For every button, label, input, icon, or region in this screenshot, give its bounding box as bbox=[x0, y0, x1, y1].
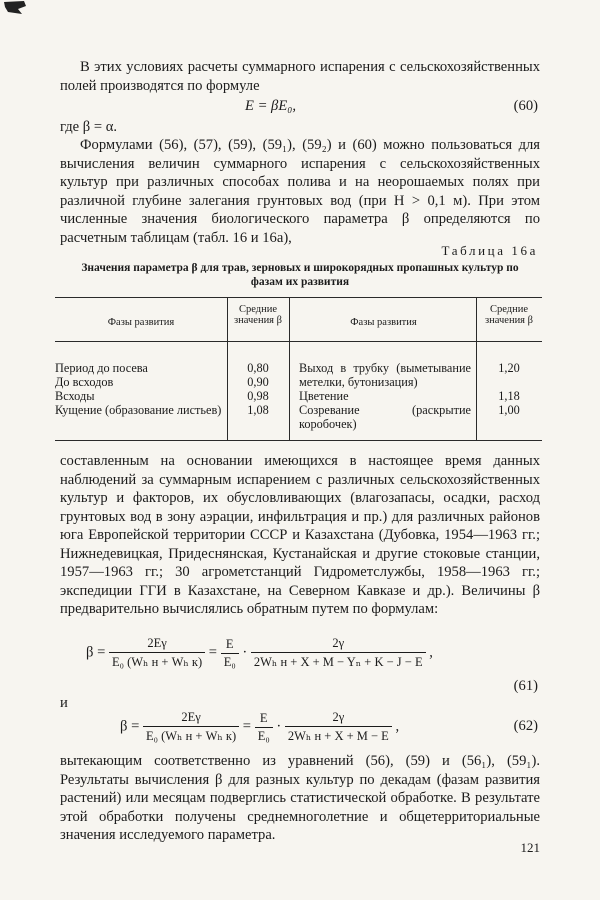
table-header-rule bbox=[55, 341, 542, 342]
table-cell-value: 0,90 bbox=[247, 375, 269, 389]
table-cell-value: 1,18 bbox=[498, 389, 520, 403]
table-cell-value: 1,20 bbox=[498, 361, 520, 375]
table-col-rule-3 bbox=[476, 297, 477, 441]
eq62-fraction-3 bbox=[285, 710, 392, 744]
eq61-f1-denominator: E₀ (Wₕ н + Wₕ к) bbox=[111, 655, 203, 669]
table-cell-value: 1,00 bbox=[498, 403, 520, 417]
conjunction: и bbox=[60, 695, 68, 711]
page-number: 121 bbox=[520, 840, 540, 855]
eq62-f1-numerator: 2Eγ bbox=[143, 710, 239, 727]
ink-smudge bbox=[2, 0, 28, 16]
eq62-equals: = bbox=[242, 718, 252, 735]
eq61-f1-numerator: 2Eγ bbox=[109, 636, 205, 653]
where-line: где β = α. bbox=[60, 119, 118, 135]
eq61-f2-numerator: E bbox=[221, 637, 239, 654]
eq61-fraction-1 bbox=[109, 636, 205, 670]
header-mean-right: Средние значения β bbox=[485, 304, 533, 326]
equation-61-number: (61) bbox=[513, 678, 538, 694]
eq62-f2-denominator: E₀ bbox=[257, 728, 270, 743]
table-cell-value: 1,08 bbox=[247, 403, 269, 417]
eq62-f3-denominator: 2Wₕ н + X + M − E bbox=[287, 729, 389, 743]
table-row: Цветение bbox=[299, 389, 349, 403]
table-col-rule-1 bbox=[227, 297, 228, 441]
header-mean-left: Средние значения β bbox=[234, 304, 282, 326]
eq61-lhs: β = bbox=[86, 644, 106, 661]
eq62-f2-numerator: E bbox=[255, 711, 273, 728]
paragraph-intro: В этих условиях расчеты суммарного испарения с сельскохозяйственных полей производятся по формуле bbox=[60, 59, 540, 94]
paragraph-results: вытекающим соответственно из уравнений (56), (59) и (56₁), (59₁). Результаты вычисления β для разных культур по декадам (фазам развития растений) или месяцам подверглись статистической обработке. В результате этой обработки получены среднемноголетние и общетерриториальные значения исследуемого параметра. bbox=[60, 753, 540, 843]
table-row: До всходов bbox=[55, 375, 114, 389]
eq61-f3-denominator: 2Wₕ н + X + M − Yₙ + K − J − E bbox=[253, 655, 423, 669]
table-title: Значения параметра β для трав, зерновых и широкорядных пропашных культур по фазам их развития bbox=[81, 262, 519, 288]
equation-62 bbox=[120, 710, 399, 744]
table-row: Кущение (образование листьев) bbox=[55, 403, 222, 417]
table-cell-value: 0,80 bbox=[247, 361, 269, 375]
eq62-fraction-1 bbox=[143, 710, 239, 744]
table-row: Всходы bbox=[55, 389, 95, 403]
equation-60-number: (60) bbox=[513, 98, 538, 114]
eq61-f2-denominator: E₀ bbox=[223, 654, 236, 669]
equation-61 bbox=[86, 636, 433, 670]
equation-62-number: (62) bbox=[513, 718, 538, 734]
eq61-equals: = bbox=[208, 644, 218, 661]
table-col-rule-2 bbox=[289, 297, 290, 441]
eq62-lhs: β = bbox=[120, 718, 140, 735]
eq61-dot: · bbox=[242, 644, 248, 661]
table-caption: Таблица 16а bbox=[441, 243, 538, 258]
eq61-f3-numerator: 2γ bbox=[251, 636, 426, 653]
eq62-fraction-2 bbox=[255, 711, 273, 744]
header-phase-left: Фазы развития bbox=[107, 317, 175, 328]
table-row: Выход в трубку (выметывание метелки, бутонизация) bbox=[299, 361, 471, 389]
paragraph-data-sources: составленным на основании имеющихся в настоящее время данных наблюдений за суммарным испарением с различных сельскохозяйственных культур и факторов, их обусловливающих (влагозапасы, осадки, расход грунтовых вод в зону аэрации, инфильтрация и пр.) для различных районов юга Европейской территории СССР и Казахстана (Дубовка, 1954—1963 гг.; Нижнедевицкая, Придеснянская, Кустанайская и другие стоковые станции, 1957—1963 гг.; 30 агрометстанций Гидрометслужбы, 1958—1963 гг.; экспедиции ГГИ в Казахстане, на Северном Кавказе и др.). Величины β предварительно вычислялись обратным путем по формулам: bbox=[60, 453, 540, 617]
eq61-fraction-2 bbox=[221, 637, 239, 670]
table-row: Период до посева bbox=[55, 361, 148, 375]
eq62-tail: , bbox=[395, 718, 400, 735]
eq61-fraction-3 bbox=[251, 636, 426, 670]
paragraph-formulas: Формулами (56), (57), (59), (59₁), (59₂) и (60) можно пользоваться для вычисления величин суммарного испарения с сельскохозяйственных культур при различных способах полива и на неорошаемых полях при различной глубине залегания грунтовых вод (при H > 0,1 м). При этом численные значения биологического параметра β определяются по расчетным таблицам (табл. 16 и 16а), bbox=[60, 137, 540, 246]
table-row: Созревание (раскрытие коробочек) bbox=[299, 403, 471, 431]
eq62-f1-denominator: E₀ (Wₕ н + Wₕ к) bbox=[145, 729, 237, 743]
eq61-tail: , bbox=[429, 644, 433, 661]
table-top-rule bbox=[55, 297, 542, 298]
equation-60: E = βE₀, bbox=[245, 98, 296, 114]
table-cell-value: 0,98 bbox=[247, 389, 269, 403]
table-bottom-rule bbox=[55, 440, 542, 441]
table-16a bbox=[55, 297, 542, 441]
header-phase-right: Фазы развития bbox=[350, 317, 417, 328]
eq62-f3-numerator: 2γ bbox=[285, 710, 392, 727]
eq62-dot: · bbox=[276, 718, 282, 735]
